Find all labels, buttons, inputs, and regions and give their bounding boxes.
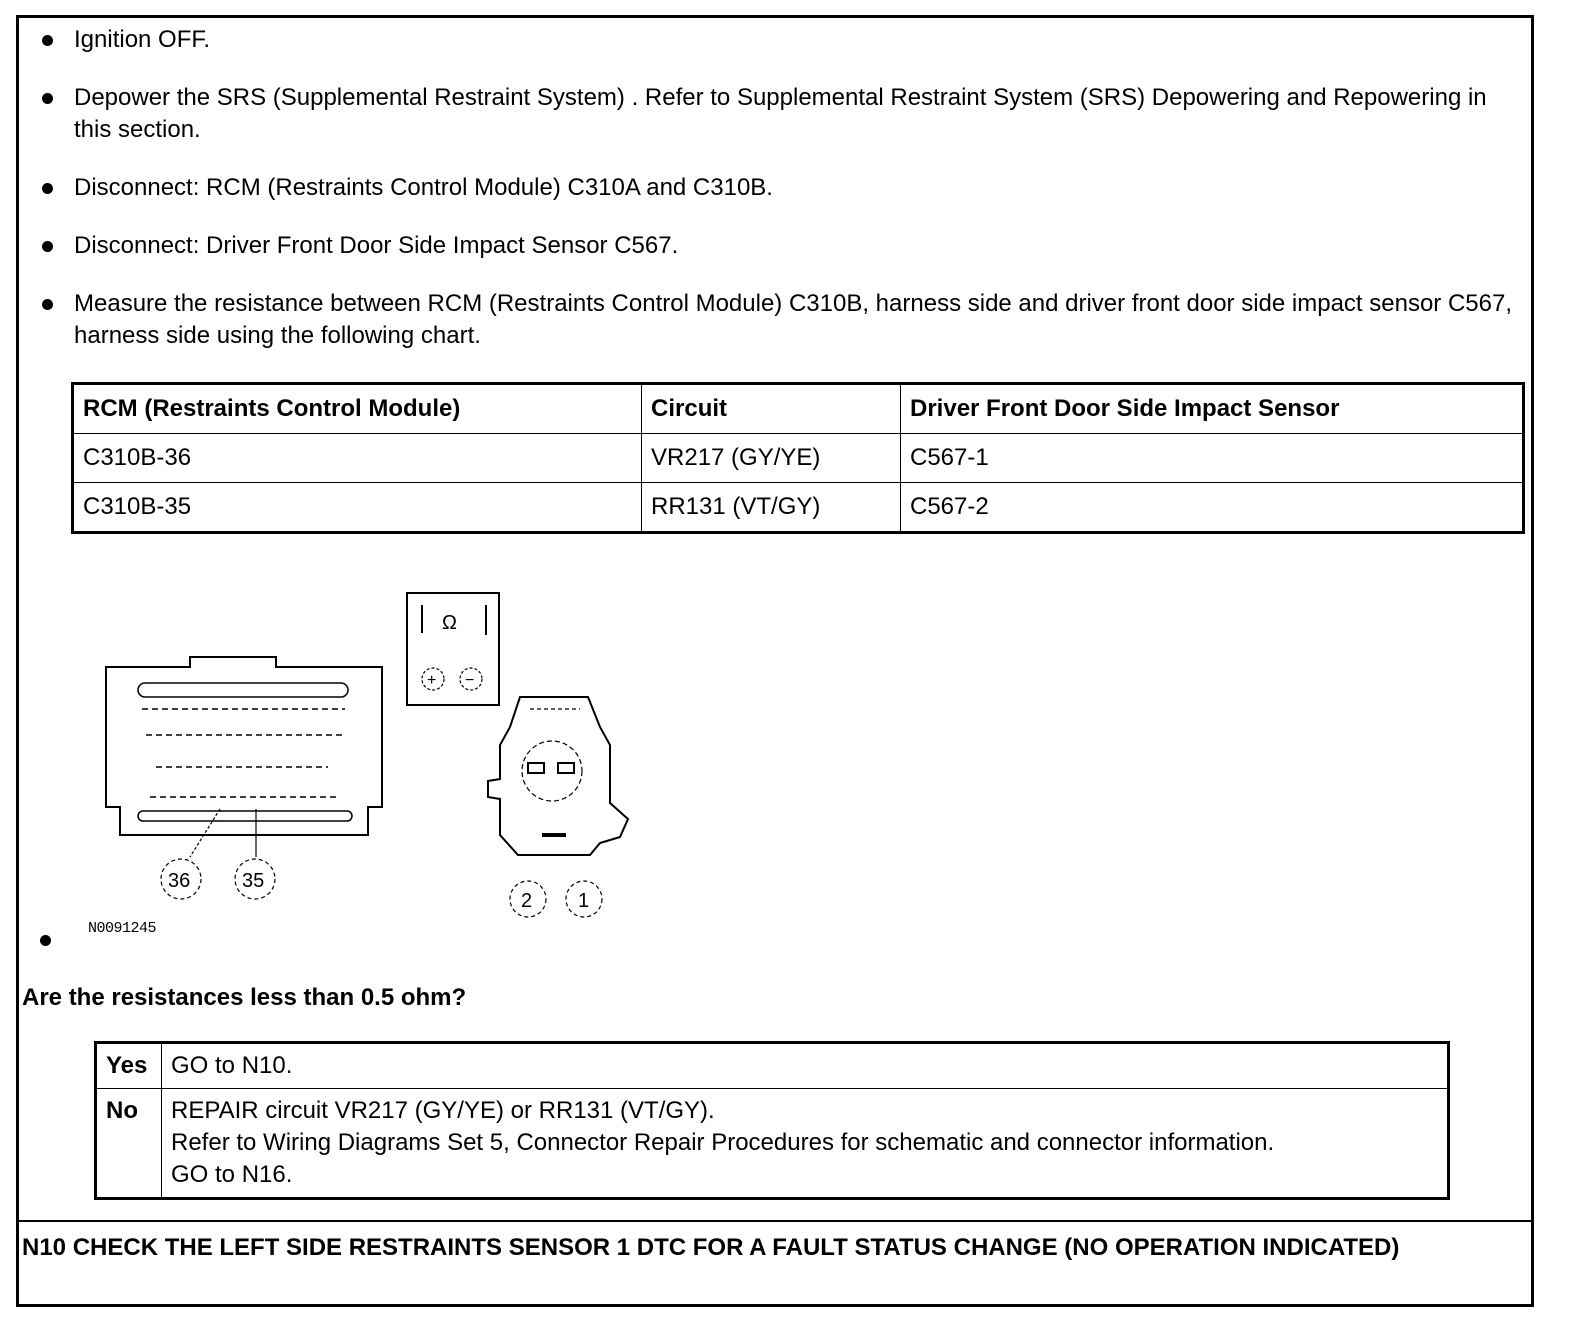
bullet-icon bbox=[42, 183, 53, 194]
step-item bbox=[34, 230, 1514, 262]
bullet-icon bbox=[40, 935, 51, 946]
pin-chart-table bbox=[71, 382, 1525, 534]
sensor-pin-2-label: 2 bbox=[521, 890, 533, 912]
ohmmeter-illustration bbox=[407, 593, 499, 705]
step-text: Disconnect: Driver Front Door Side Impact Sensor C567. bbox=[74, 232, 679, 259]
step-item bbox=[34, 172, 1514, 204]
no-action-line: REPAIR circuit VR217 (GY/YE) or RR131 (VT/GY). bbox=[171, 1097, 715, 1124]
meter-minus-terminal: − bbox=[465, 672, 475, 689]
sensor-connector-illustration bbox=[488, 697, 628, 917]
step-text: Ignition OFF. bbox=[74, 26, 211, 53]
procedure-steps bbox=[34, 24, 1514, 378]
sensor-pin-1-label: 1 bbox=[578, 890, 590, 912]
step-item bbox=[34, 82, 1514, 146]
step-item bbox=[34, 288, 1514, 352]
header-sensor: Driver Front Door Side Impact Sensor bbox=[901, 384, 1524, 434]
table-cell: VR217 (GY/YE) bbox=[642, 434, 901, 483]
bullet-icon bbox=[42, 299, 53, 310]
rcm-connector-illustration bbox=[106, 657, 382, 899]
table-cell: C310B-36 bbox=[73, 434, 642, 483]
no-label: No bbox=[96, 1089, 162, 1199]
rcm-pin-35-label: 35 bbox=[242, 870, 265, 892]
test-question: Are the resistances less than 0.5 ohm? bbox=[22, 984, 467, 1011]
table-row bbox=[96, 1089, 1449, 1199]
next-step-heading: N10 CHECK THE LEFT SIDE RESTRAINTS SENSOR 1 DTC FOR A FAULT STATUS CHANGE (NO OPERATION INDICATED) bbox=[22, 1234, 1400, 1261]
table-header-row bbox=[73, 384, 1524, 434]
table-row bbox=[73, 483, 1524, 533]
section-divider bbox=[16, 1220, 1534, 1222]
result-table bbox=[94, 1041, 1450, 1200]
yes-label: Yes bbox=[96, 1043, 162, 1089]
figure-id-label: N0091245 bbox=[88, 920, 157, 937]
table-row bbox=[73, 434, 1524, 483]
bullet-icon bbox=[42, 241, 53, 252]
table-cell: C567-1 bbox=[901, 434, 1524, 483]
no-action-line: GO to N16. bbox=[171, 1161, 293, 1188]
ohm-symbol-icon: Ω bbox=[442, 612, 457, 634]
step-text: Measure the resistance between RCM (Restraints Control Module) C310B, harness side and driver front door side impact sensor C567, harness side using the following chart. bbox=[74, 290, 1513, 349]
bullet-icon bbox=[42, 35, 53, 46]
step-text: Disconnect: RCM (Restraints Control Module) C310A and C310B. bbox=[74, 174, 773, 201]
yes-action: GO to N10. bbox=[162, 1043, 1449, 1089]
table-cell: C567-2 bbox=[901, 483, 1524, 533]
header-circuit: Circuit bbox=[642, 384, 901, 434]
step-text: Depower the SRS (Supplemental Restraint System) . Refer to Supplemental Restraint System (SRS) Depowering and Repowering in this section. bbox=[74, 84, 1487, 143]
meter-plus-terminal: + bbox=[427, 672, 437, 689]
connector-diagram bbox=[80, 585, 640, 935]
bullet-icon bbox=[42, 93, 53, 104]
header-rcm: RCM (Restraints Control Module) bbox=[73, 384, 642, 434]
no-action bbox=[162, 1089, 1449, 1199]
rcm-pin-36-label: 36 bbox=[168, 870, 191, 892]
table-cell: C310B-35 bbox=[73, 483, 642, 533]
step-item bbox=[34, 24, 1514, 56]
table-row bbox=[96, 1043, 1449, 1089]
table-cell: RR131 (VT/GY) bbox=[642, 483, 901, 533]
no-action-line: Refer to Wiring Diagrams Set 5, Connector Repair Procedures for schematic and connector information. bbox=[171, 1129, 1275, 1156]
